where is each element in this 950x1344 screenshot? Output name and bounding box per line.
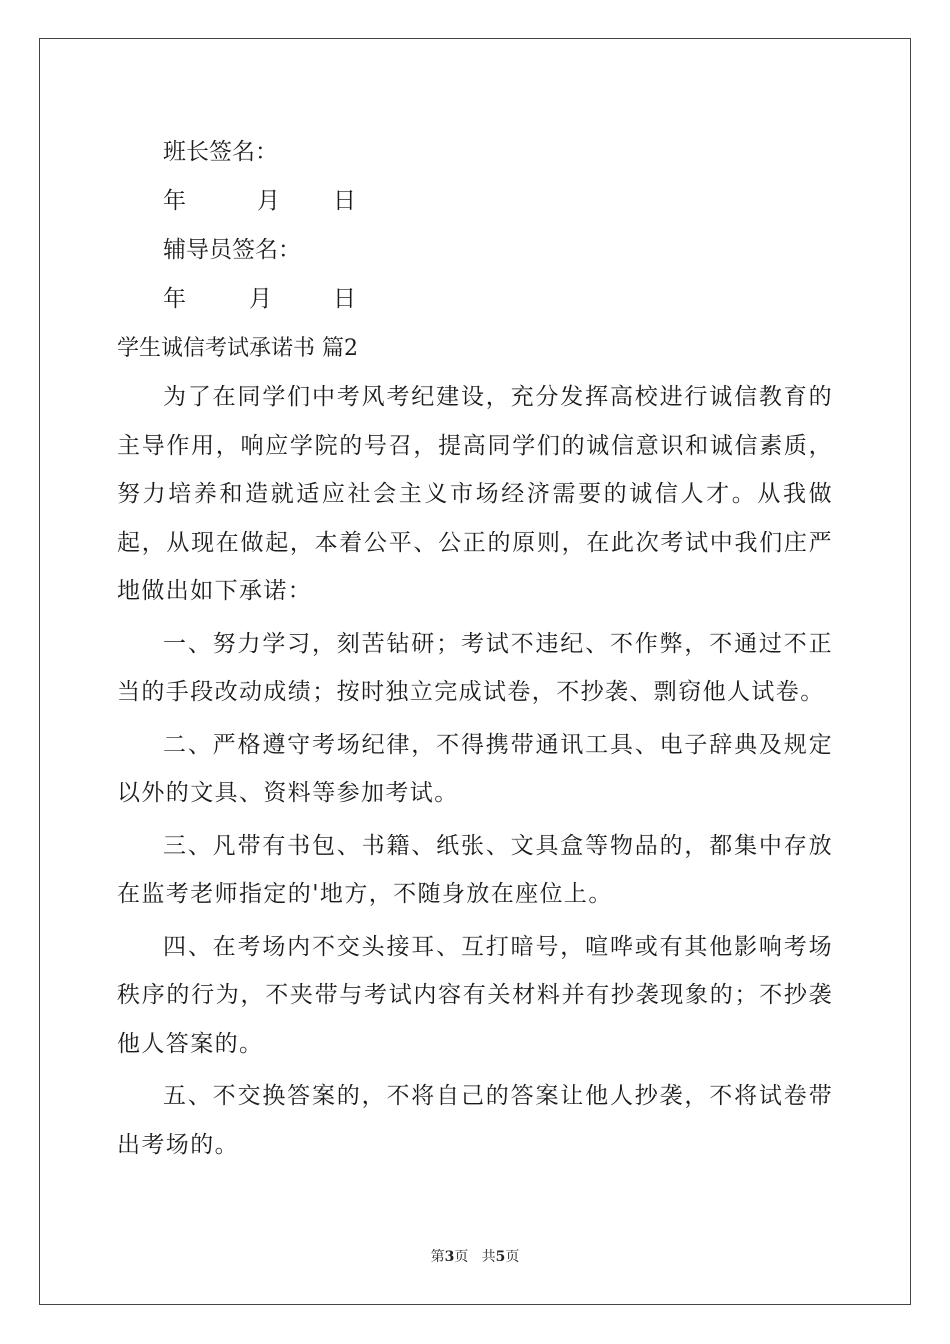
paragraph-item-1: 一、努力学习，刻苦钻研；考试不违纪、不作弊，不通过不正当的手段改动成绩；按时独立完成试卷，不抄袭、剽窃他人试卷。: [117, 630, 833, 705]
document-body: [117, 128, 833, 1173]
section-title: 学生诚信考试承诺书 篇2: [117, 336, 358, 361]
counselor-signature-label: 辅导员签名：: [163, 237, 301, 263]
date-day: 日: [333, 286, 356, 312]
footer-total-prefix: 共: [481, 1249, 496, 1265]
footer-total-number: 5: [495, 1249, 506, 1265]
paragraph-intro: 为了在同学们中考风考纪建设，充分发挥高校进行诚信教育的主导作用，响应学院的号召，提高同学们的诚信意识和诚信素质，努力培养和造就适应社会主义市场经济需要的诚信人才。从我做起，从现在做起，本着公平、公正的原则，在此次考试中我们庄严地做出如下承诺：: [117, 384, 833, 604]
paragraph-item-2: 二、严格遵守考场纪律，不得携带通讯工具、电子辞典及规定以外的文具、资料等参加考试。: [117, 731, 833, 806]
paragraph-item-3: 三、凡带有书包、书籍、纸张、文具盒等物品的，都集中存放在监考老师指定的'地方，不随身放在座位上。: [117, 832, 833, 907]
date-month: 月: [257, 188, 280, 214]
date-year: 年: [163, 286, 186, 312]
footer-total-suffix: 页: [505, 1249, 520, 1265]
date-year: 年: [163, 188, 186, 214]
footer-page-prefix: 第: [430, 1249, 445, 1265]
page-footer: [0, 1246, 950, 1266]
date-day: 日: [333, 188, 356, 214]
footer-page-suffix: 页: [454, 1249, 469, 1265]
date-month: 月: [249, 286, 272, 312]
paragraph-item-4: 四、在考场内不交头接耳、互打暗号，喧哗或有其他影响考场秩序的行为，不夹带与考试内容有关材料并有抄袭现象的；不抄袭他人答案的。: [117, 933, 833, 1057]
date-line-2: [117, 275, 833, 324]
paragraph-item-5: 五、不交换答案的，不将自己的答案让他人抄袭，不将试卷带出考场的。: [117, 1083, 833, 1158]
footer-page-number: 3: [444, 1249, 455, 1265]
monitor-signature-label: 班长签名：: [163, 139, 278, 165]
date-line-1: [117, 177, 833, 226]
